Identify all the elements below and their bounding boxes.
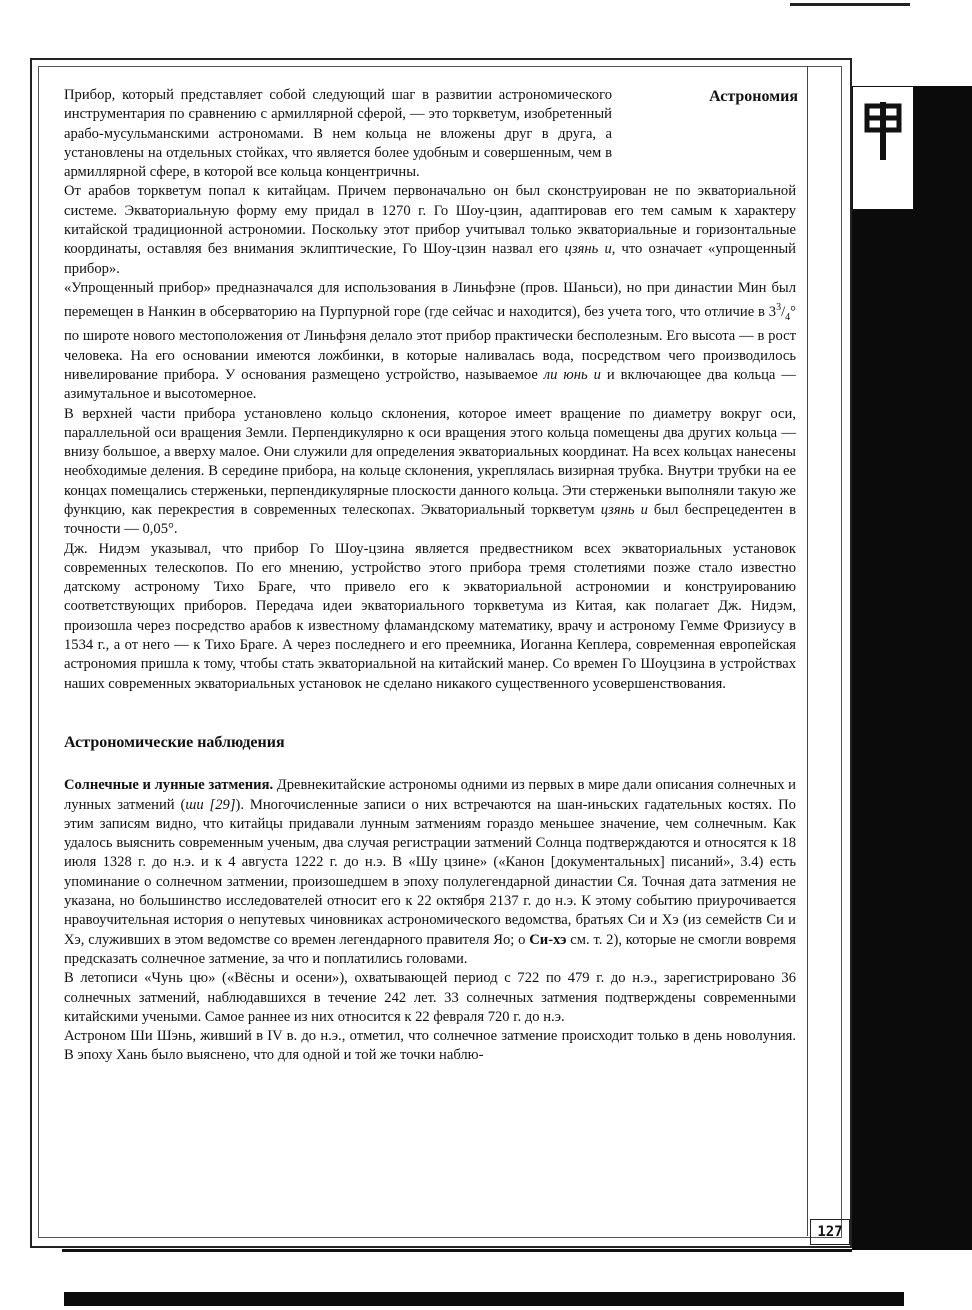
paragraph-eclipses (64, 776, 796, 969)
text-run: Древнекитайские астрономы одними из первых в мире дали описания солнечных и лунных затмений ( (64, 777, 796, 813)
term-jian-yi: цзянь и (600, 502, 648, 518)
paragraph-needham: Дж. Нидэм указывал, что прибор Го Шоу-цзина является предвестником всех экваториальных установок современных телескопов. По его мнению, устройство этого прибора тремя столетиями позже стало известно датскому астроному Тихо Браге, что привело его к экваториальной астрономии и конструированию соответствующих приборов. Передача идеи экваториального торкветума из Китая, как полагает Дж. Нидэм, произошла через посредство арабов к известному фламандскому математику, врачу и астроному Гемме Фризиусу в 1534 г., а от него — к Тихо Браге. А через последнего и его преемника, Иоганна Кеплера, современная европейская астрономия пришла к тому, чтобы стать экваториальной на китайский манер. Со времен Го Шоуцзина в устройствах наших современных экваториальных установок не сделано никакого существенного усовершенствования. (64, 540, 796, 692)
page-number: 127 (810, 1219, 850, 1245)
text-run: В верхней части прибора установлено кольцо склонения, которое имеет вращение по диаметру вокруг оси, параллельной оси вращения Земли. Перпендикулярно к оси вращения этого кольца помещены два других кольца — внизу большое, а вверху малое. Они служили для определения экваториальных координат. На всех кольцах нанесены необходимые деления. В середине прибора, на кольце склонения, укреплялась визирная трубка. Внутри трубки на ее концах помещались стерженьки, перпендикулярные плоскости данного кольца. Эти стерженьки выполняли такую же функцию, как перекрестия в современных телескопах. Экваториальный торкветум (64, 405, 796, 518)
text-run: ). Многочисленные записи о них встречаются на шан-иньских гадательных костях. По этим записям видно, что китайцы придавали лунным затмениям гораздо меньшее значение, чем солнечным. Как удалось выяснить современным ученым, два случая регистрации затмений Солнца подтверждаются и относятся к 18 июля 1328 г. до н.э. и к 4 августа 1222 г. до н.э. В «Шу цзине» («Канон [документальных] писаний», 3.4) есть упоминание о солнечном затмении, произошедшем в эпоху полулегендарной династии Ся. Точная дата затмения не указана, но большинство исследователей относит его к 22 октября 2137 г. до н.э. К этому событию приурочивается нравоучительная история о непутевых чиновниках астрономического ведомства, братьях Си и Хэ (из семейств Си и Хэ, служивших в этом ведомстве со времен легендарного правителя Яо; о (64, 796, 796, 948)
bottom-scan-bar (64, 1292, 904, 1306)
paragraph-shi-shen: Астроном Ши Шэнь, живший в IV в. до н.э., отметил, что солнечное затмение происходит только в день новолуния. В эпоху Хань было выяснено, что для одной и той же точки наблю- (64, 1028, 796, 1064)
paragraph-simplified-instrument: «Упрощенный прибор» предназначался для использования в Линьфэне (пров. Шаньси), но при династии Мин был перемещен в Нанкин в обсерваторию на Пурпурной горе (где сейчас и находится), без учета того, что отличие в $3^3/_4^\circ$ по широте нового местоположения от Линьфэня делало этот прибор практически бесполезным. Его высота — в рост человека. На его основании имеются ложбинки, в которые наливалась вода, посредством чего производилось нивелирование прибора. У основания размещено устройство, называемое ли юнь и и включающее два кольца — азимутальное и высотомерное. (64, 279, 796, 403)
chinese-character-jia-icon (856, 96, 910, 166)
term-li-yun-yi: ли юнь и (543, 366, 601, 383)
reference-number: [29] (203, 796, 236, 813)
subheading-observations: Астрономические наблюдения (64, 733, 285, 751)
term-shi: ши (185, 796, 204, 813)
paragraph-declination-ring (64, 405, 796, 540)
running-header-section-title: Астрономия (709, 88, 798, 105)
text-run: , что означает «упрощенный прибор». (64, 241, 796, 277)
text-run: От арабов торкветум попал к китайцам. Причем первоначально он был сконструирован не по экваториальной системе. Экваториальную форму ему придал в 1270 г. Го Шоу-цзин, адаптировав его тем самым к характеру китайской традиционной астрономии. Поскольку этот прибор учитывал только экваториальные и горизонтальные координаты, оставляя без внимания эклиптические, Го Шоу-цзин назвал его (64, 183, 796, 258)
bottom-rule (62, 1249, 852, 1252)
text-run: и включающее два кольца — азимутальное и высотомерное. (64, 366, 796, 403)
term-jian-yi: цзянь и (564, 241, 612, 258)
text-run: был беспрецедентен в точности — 0,05°. (64, 502, 796, 538)
article-body (64, 86, 796, 1066)
text-run: см. т. 2), которые не смогли вовремя предсказать солнечное затмение, за что и поплатились головами. (64, 931, 797, 967)
text-run: ° по широте нового местоположения от Линьфэня делало этот прибор практически бесполезным. Его высота — в рост человека. На его основании имеются ложбинки, в которые наливалась вода, посредством чего производилось нивелирование прибора. У основания размещено устройство, называемое (64, 304, 796, 383)
fraction-numerator: 3 (776, 302, 782, 314)
run-in-heading: Солнечные и лунные затмения. (64, 777, 274, 794)
paragraph-torquetum-china (64, 182, 796, 278)
fraction-denominator: 4 (785, 312, 791, 324)
margin-rule (807, 66, 808, 1236)
top-rule (790, 3, 910, 6)
cross-reference: Си-хэ (529, 931, 567, 948)
text-run: «Упрощенный прибор» предназначался для использования в Линьфэне (пров. Шаньси), но при династии Мин был перемещен в Нанкин в обсерваторию на Пурпурной горе (где сейчас и находится), без учета того, что отличие в 3 (64, 279, 796, 321)
section-thumb-tab (852, 86, 972, 1250)
paragraph-torquetum-intro: Прибор, который представляет собой следующий шаг в развитии астрономического инструментария по сравнению с армиллярной сферой, — это торкветум, изобретенный арабо-мусульманскими астрономами. В нем кольца не вложены друг в друга, а установлены на отдельных стойках, что является более удобным и совершенным, чем в армиллярной сфере, в которой все кольца концентричны. (64, 87, 612, 181)
paragraph-chunqiu: В летописи «Чунь цю» («Вёсны и осени»), охватывающей период с 722 по 479 г. до н.э., зарегистрировано 36 солнечных затмений, наблюдавшихся в течение 242 лет. 33 солнечных затмения подтверждены современными китайскими учеными. Самое раннее из них относится к 22 февраля 720 г. до н.э. (64, 970, 796, 1025)
